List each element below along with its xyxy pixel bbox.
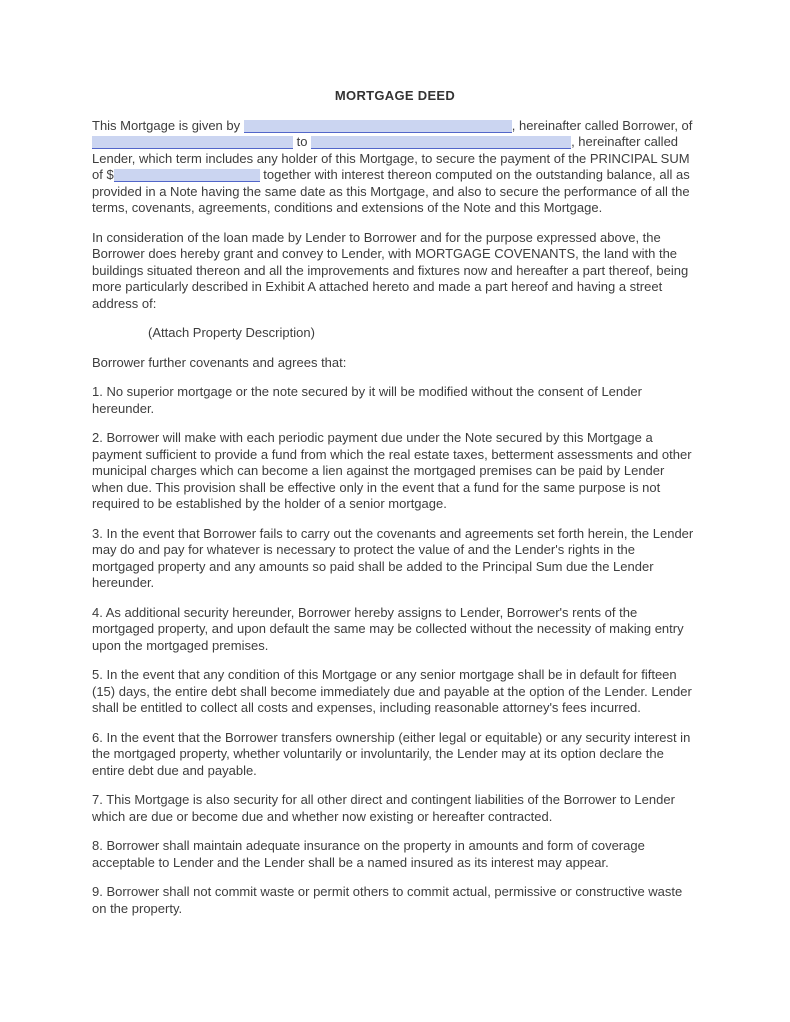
borrower-address-field[interactable] [92, 136, 293, 149]
clause-3: 3. In the event that Borrower fails to carry out the covenants and agreements set forth herein, the Lender may do and pay for whatever is necessary to protect the value of and the Lender's rights in the mortgaged property and any amounts so paid shall be added to the Principal Sum due the Lender hereunder. [92, 525, 694, 590]
clause-1: 1. No superior mortgage or the note secured by it will be modified without the consent of Lender hereunder. [92, 384, 642, 416]
intro-text-1: This Mortgage is given by [92, 117, 244, 133]
clause-8: 8. Borrower shall maintain adequate insurance on the property in amounts and form of coverage acceptable to Lender and the Lender shall be a named insured as its interest may appear. [92, 838, 645, 870]
intro-text-3: to [293, 134, 312, 149]
principal-sum-field[interactable] [114, 169, 260, 182]
clause-4: 4. As additional security hereunder, Borrower hereby assigns to Lender, Borrower's rents of the mortgaged property, and upon default the same may be collected without the necessity of making entry upon the mortgaged premises. [92, 604, 684, 653]
clause-5: 5. In the event that any condition of this Mortgage or any senior mortgage shall be in default for fifteen (15) days, the entire debt shall become immediately due and payable at the option of the Lender. Lender shall be entitled to collect all costs and expenses, including reasonable attorney's fees incurred. [92, 667, 692, 715]
covenants-intro: Borrower further covenants and agrees that: [92, 354, 347, 370]
attach-property-description-note: (Attach Property Description) [148, 325, 315, 340]
borrower-name-field[interactable] [244, 120, 512, 133]
document-title: MORTGAGE DEED [334, 88, 456, 103]
intro-text-2: , hereinafter called Borrower, of [511, 117, 693, 133]
intro-text-5: together with interest thereon computed on the outstanding balance, all as provided in a Note having the same date as this Mortgage, and also to secure the performance of all the terms, covenants, agreements, conditions and extensions of the Note and this Mortgage. [92, 167, 690, 215]
clause-2: 2. Borrower will make with each periodic payment due under the Note secured by this Mortgage a payment sufficient to provide a fund from which the real estate taxes, betterment assessments and other municipal charges which can become a lien against the mortgaged premises can be paid by Lender when due. This provision shall be effective only in the event that a fund for the same purpose is not required to be established by the holder of a senior mortgage. [92, 430, 692, 511]
intro-text-4: , hereinafter called Lender, which term includes any holder of this Mortgage, to secure the payment of the PRINCIPAL SUM of $ [92, 134, 690, 182]
clause-6: 6. In the event that the Borrower transfers ownership (either legal or equitable) or any security interest in the mortgaged property, whether voluntarily or involuntarily, the Lender may at its option declare the entire debt due and payable. [92, 729, 691, 778]
clause-9: 9. Borrower shall not commit waste or permit others to commit actual, permissive or constructive waste on the property. [92, 884, 683, 916]
clause-7: 7. This Mortgage is also security for all other direct and contingent liabilities of the Borrower to Lender which are due or become due and whether now existing or hereafter contracted. [92, 792, 675, 824]
consideration-paragraph: In consideration of the loan made by Lender to Borrower and for the purpose expressed above, the Borrower does hereby grant and convey to Lender, with MORTGAGE COVENANTS, the land with the buildings situated thereon and all the improvements and fixtures now and hereafter a part thereof, being more particularly described in Exhibit A attached hereto and made a part hereof and having a street address of: [92, 229, 689, 311]
intro-paragraph [92, 118, 698, 217]
lender-name-field[interactable] [311, 136, 571, 149]
